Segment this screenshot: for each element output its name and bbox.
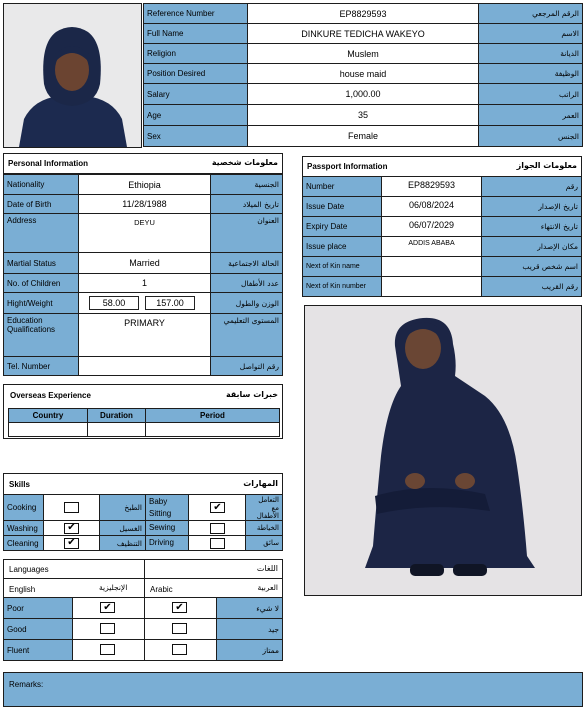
passport-label-ar: تاريخ الإصدار bbox=[481, 196, 582, 217]
skill-label-en: Washing bbox=[3, 520, 44, 536]
passport-label-en: Next of Kin number bbox=[302, 276, 382, 297]
personal-label-ar-tel: رقم التواصل bbox=[210, 356, 283, 376]
header-value: 1,000.00 bbox=[247, 83, 479, 105]
header-label-ar: الرقم المرجعي bbox=[478, 3, 583, 24]
header-label-ar: الديانة bbox=[478, 43, 583, 64]
skill-label-en: Sewing bbox=[145, 520, 189, 536]
arabic-checkbox-cell bbox=[144, 618, 217, 640]
full-body-photo-frame bbox=[304, 305, 582, 596]
passport-value bbox=[381, 256, 482, 277]
personal-label-ar-education: المستوى التعليمي bbox=[210, 313, 283, 357]
personal-label-ar-marital: الحالة الاجتماعية bbox=[210, 252, 283, 274]
arabic-label-ar: العربية bbox=[257, 583, 278, 592]
arabic-fluent-checkbox[interactable] bbox=[172, 644, 187, 655]
passport-value bbox=[381, 276, 482, 297]
personal-label-marital: Martial Status bbox=[3, 252, 79, 274]
language-level-fluent: Fluent bbox=[3, 639, 73, 661]
skill-checkbox-cell bbox=[43, 494, 100, 521]
header-value: house maid bbox=[247, 63, 479, 84]
english-checkbox-cell bbox=[72, 639, 145, 661]
languages-english-header bbox=[3, 578, 145, 598]
header-label-en: Reference Number bbox=[143, 3, 248, 24]
header-label-ar: الوظيفة bbox=[478, 63, 583, 84]
personal-title-en: Personal Information bbox=[8, 159, 89, 168]
passport-label-ar: رقم bbox=[481, 176, 582, 197]
skill-label-en: Cooking bbox=[3, 494, 44, 521]
skills-title-ar: المهارات bbox=[243, 479, 278, 488]
english-label-en: English bbox=[9, 585, 36, 594]
passport-label-en: Number bbox=[302, 176, 382, 197]
header-label-ar: الجنس bbox=[478, 125, 583, 147]
skill-checkbox-cell bbox=[43, 535, 100, 551]
skill-checkbox-sewing[interactable] bbox=[210, 523, 225, 534]
languages-title-en-cell bbox=[3, 559, 145, 579]
passport-value: 06/07/2029 bbox=[381, 216, 482, 237]
skill-checkbox-cell bbox=[188, 520, 246, 536]
skill-checkbox-baby-sitting[interactable]: ✔ bbox=[210, 502, 225, 513]
personal-value-address: DEYU bbox=[78, 213, 211, 253]
height-weight-cell bbox=[78, 292, 211, 314]
passport-title-en: Passport Information bbox=[307, 162, 388, 171]
header-label-en: Salary bbox=[143, 83, 248, 105]
personal-value-education: PRIMARY bbox=[78, 313, 211, 357]
passport-label-en: Expiry Date bbox=[302, 216, 382, 237]
skill-checkbox-cleaning[interactable]: ✔ bbox=[64, 538, 79, 549]
passport-value: EP8829593 bbox=[381, 176, 482, 197]
skill-checkbox-cell bbox=[43, 520, 100, 536]
passport-label-en: Issue place bbox=[302, 236, 382, 257]
header-label-en: Sex bbox=[143, 125, 248, 147]
passport-label-en: Issue Date bbox=[302, 196, 382, 217]
english-label-ar: الإنجليزية bbox=[99, 583, 128, 592]
header-label-en: Position Desired bbox=[143, 63, 248, 84]
full-body-photo bbox=[305, 306, 581, 595]
language-level-ar: لا شيء bbox=[216, 597, 283, 619]
skill-label-ar: التعامل مع الأطفال bbox=[245, 494, 283, 521]
overseas-col-period: Period bbox=[145, 408, 280, 423]
english-checkbox-cell bbox=[72, 597, 145, 619]
overseas-col-country: Country bbox=[8, 408, 88, 423]
arabic-label-en: Arabic bbox=[150, 585, 173, 594]
personal-title-ar: معلومات شخصية bbox=[211, 158, 278, 167]
skill-label-ar: التنظيف bbox=[99, 535, 146, 551]
english-good-checkbox[interactable] bbox=[100, 623, 115, 634]
personal-value-dob: 11/28/1988 bbox=[78, 194, 211, 214]
portrait-photo bbox=[4, 4, 141, 147]
passport-label-ar: رقم القريب bbox=[481, 276, 582, 297]
personal-value-tel bbox=[78, 356, 211, 376]
passport-title-ar: معلومات الجواز bbox=[516, 161, 577, 170]
languages-arabic-header bbox=[144, 578, 283, 598]
header-value: 35 bbox=[247, 104, 479, 126]
english-checkbox-cell bbox=[72, 618, 145, 640]
remarks-label: Remarks: bbox=[9, 680, 44, 689]
language-level-ar: ممتاز bbox=[216, 639, 283, 661]
personal-label-ar-nationality: الجنسية bbox=[210, 174, 283, 195]
arabic-good-checkbox[interactable] bbox=[172, 623, 187, 634]
header-value: DINKURE TEDICHA WAKEYO bbox=[247, 23, 479, 44]
overseas-col-duration: Duration bbox=[87, 408, 146, 423]
personal-label-ar-address: العنوان bbox=[210, 213, 283, 253]
skills-header bbox=[3, 473, 283, 495]
personal-label-tel: Tel. Number bbox=[3, 356, 79, 376]
skill-checkbox-cell bbox=[188, 535, 246, 551]
overseas-title-en: Overseas Experience bbox=[10, 391, 91, 400]
skill-label-ar: سائق bbox=[245, 535, 283, 551]
languages-title-ar: اللغات bbox=[256, 564, 278, 573]
skill-checkbox-washing[interactable]: ✔ bbox=[64, 523, 79, 534]
skill-label-ar: الخياطة bbox=[245, 520, 283, 536]
languages-title-ar-cell bbox=[144, 559, 283, 579]
personal-label-hw: Hight/Weight bbox=[3, 292, 79, 314]
personal-label-dob: Date of Birth bbox=[3, 194, 79, 214]
personal-label-ar-hw: الوزن والطول bbox=[210, 292, 283, 314]
skill-label-en: Baby Sitting bbox=[145, 494, 189, 521]
skill-label-en: Cleaning bbox=[3, 535, 44, 551]
personal-value-children: 1 bbox=[78, 273, 211, 293]
overseas-title-ar: خبرات سابقة bbox=[225, 390, 278, 399]
personal-value-nationality: Ethiopia bbox=[78, 174, 211, 195]
personal-label-education: Education Qualifications bbox=[3, 313, 79, 357]
arabic-poor-checkbox[interactable]: ✔ bbox=[172, 602, 187, 613]
header-label-en: Full Name bbox=[143, 23, 248, 44]
passport-value: 06/08/2024 bbox=[381, 196, 482, 217]
portrait-photo-frame bbox=[3, 3, 142, 148]
passport-label-ar: مكان الإصدار bbox=[481, 236, 582, 257]
arabic-checkbox-cell bbox=[144, 639, 217, 661]
passport-label-ar: اسم شخص قريب bbox=[481, 256, 582, 277]
header-label-ar: الاسم bbox=[478, 23, 583, 44]
skill-checkbox-driving[interactable] bbox=[210, 538, 225, 549]
overseas-cell-period bbox=[145, 422, 280, 437]
skill-checkbox-cell bbox=[188, 494, 246, 521]
skill-label-ar: الغسيل bbox=[99, 520, 146, 536]
english-fluent-checkbox[interactable] bbox=[100, 644, 115, 655]
skill-label-en: Driving bbox=[145, 535, 189, 551]
skill-label-ar: الطبخ bbox=[99, 494, 146, 521]
passport-value: ADDIS ABABA bbox=[381, 236, 482, 257]
height-value: 58.00 bbox=[89, 296, 139, 310]
language-level-good: Good bbox=[3, 618, 73, 640]
language-level-poor: Poor bbox=[3, 597, 73, 619]
overseas-cell-country bbox=[8, 422, 88, 437]
passport-label-ar: تاريخ الانتهاء bbox=[481, 216, 582, 237]
personal-label-nationality: Nationality bbox=[3, 174, 79, 195]
personal-label-address: Address bbox=[3, 213, 79, 253]
personal-label-ar-children: عدد الأطفال bbox=[210, 273, 283, 293]
passport-label-en: Next of Kin name bbox=[302, 256, 382, 277]
header-label-en: Age bbox=[143, 104, 248, 126]
remarks-box bbox=[3, 672, 583, 707]
weight-value: 157.00 bbox=[145, 296, 195, 310]
arabic-checkbox-cell bbox=[144, 597, 217, 619]
header-value: EP8829593 bbox=[247, 3, 479, 24]
header-label-en: Religion bbox=[143, 43, 248, 64]
skill-checkbox-cooking[interactable] bbox=[64, 502, 79, 513]
header-label-ar: العمر bbox=[478, 104, 583, 126]
personal-value-marital: Married bbox=[78, 252, 211, 274]
overseas-cell-duration bbox=[87, 422, 146, 437]
language-level-ar: جيد bbox=[216, 618, 283, 640]
english-poor-checkbox[interactable]: ✔ bbox=[100, 602, 115, 613]
personal-label-children: No. of Children bbox=[3, 273, 79, 293]
passport-info-header bbox=[302, 156, 582, 177]
header-value: Female bbox=[247, 125, 479, 147]
header-label-ar: الراتب bbox=[478, 83, 583, 105]
header-value: Muslem bbox=[247, 43, 479, 64]
skills-title-en: Skills bbox=[9, 480, 30, 489]
personal-info-header bbox=[3, 153, 283, 174]
personal-label-ar-dob: تاريخ الميلاد bbox=[210, 194, 283, 214]
languages-title-en: Languages bbox=[9, 565, 49, 574]
